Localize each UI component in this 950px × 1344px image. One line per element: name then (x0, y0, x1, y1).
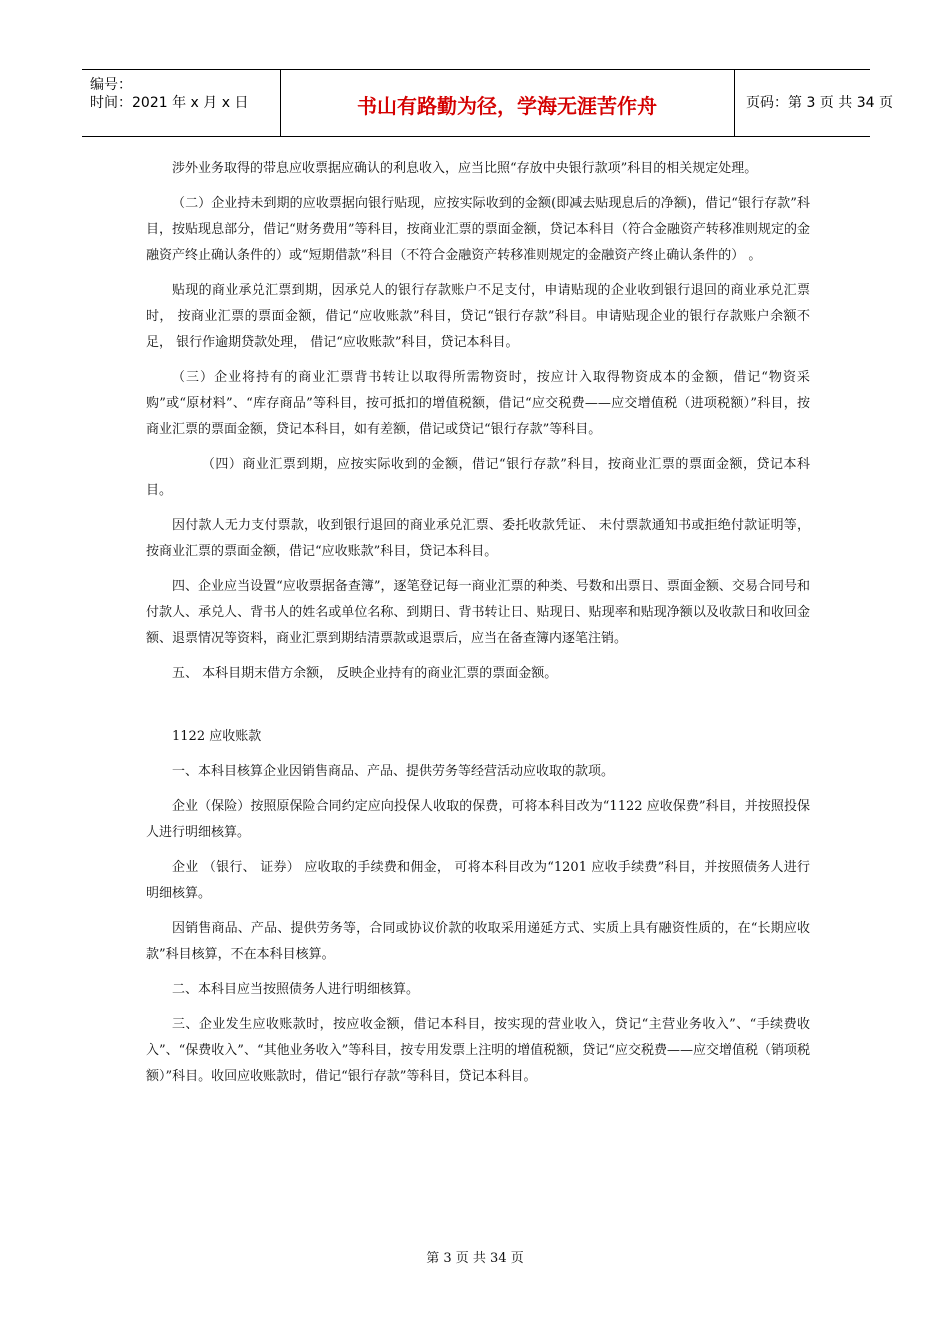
header-middle-cell (280, 70, 735, 136)
document-body (146, 156, 810, 1099)
paragraph: 二、本科目应当按照债务人进行明细核算。 (172, 982, 420, 997)
header-left-cell (82, 70, 281, 136)
paragraph: 五、 本科目期末借方余额， 反映企业持有的商业汇票的票面金额。 (172, 666, 558, 681)
paragraph: 因付款人无力支付票款，收到银行退回的商业承兑汇票、委托收款凭证、 未付票款通知书或拒绝付款证明等， 按商业汇票的票面金额，借记“应收账款”科目，贷记本科目。 (146, 518, 810, 559)
paragraph: 一、本科目核算企业因销售商品、产品、提供劳务等经营活动应收取的款项。 (172, 764, 615, 779)
section-heading: 1122 应收账款 (172, 729, 262, 744)
page-code: 页码：第 3 页 共 34 页 (746, 95, 893, 111)
date-label: 时间：2021 年 x 月 x 日 (90, 95, 249, 111)
paragraph: 企业 （银行、 证券） 应收取的手续费和佣金， 可将本科目改为“1201 应收手续费”科目，并按照债务人进行明细核算。 (146, 860, 810, 901)
paragraph: 四、企业应当设置“应收票据备查簿”，逐笔登记每一商业汇票的种类、号数和出票日、票面金额、交易合同号和付款人、承兑人、背书人的姓名或单位名称、到期日、背书转让日、贴现日、贴现率和贴现净额以及收款日和收回金额、退票情况等资料，商业汇票到期结清票款或退票后，应当在备查簿内逐笔注销。 (146, 579, 810, 646)
motto-text: 书山有路勤为径，学海无涯苦作舟 (357, 94, 657, 118)
paragraph: 因销售商品、产品、提供劳务等，合同或协议价款的收取采用递延方式、实质上具有融资性质的，在“长期应收款”科目核算，不在本科目核算。 (146, 921, 810, 962)
number-label: 编号： (90, 77, 132, 93)
paragraph: 企业（保险）按照原保险合同约定应向投保人收取的保费，可将本科目改为“1122 应收保费”科目，并按照投保人进行明细核算。 (146, 799, 810, 840)
section-gap (146, 696, 810, 724)
paragraph: 涉外业务取得的带息应收票据应确认的利息收入，应当比照“存放中央银行款项”科目的相关规定处理。 (172, 161, 758, 176)
paragraph: （三）企业将持有的商业汇票背书转让以取得所需物资时，按应计入取得物资成本的金额，借记“物资采购”或“原材料”、“库存商品”等科目，按可抵扣的增值税额，借记“应交税费——应交增值税（进项税额）”科目，按商业汇票的票面金额，贷记本科目，如有差额，借记或贷记“银行存款”等科目。 (146, 370, 810, 437)
header-right-cell (734, 70, 893, 136)
page-header (82, 69, 893, 137)
paragraph: （四）商业汇票到期，应按实际收到的金额，借记“银行存款”科目，按商业汇票的票面金额，贷记本科目。 (146, 457, 810, 498)
paragraph: 贴现的商业承兑汇票到期，因承兑人的银行存款账户不足支付，申请贴现的企业收到银行退回的商业承兑汇票时， 按商业汇票的票面金额，借记“应收账款”科目，贷记“银行存款”科目。申请贴现企业的银行存款账户余额不足， 银行作逾期贷款处理， 借记“应收账款”科目，贷记本科目。 (146, 283, 810, 350)
paragraph: 三、企业发生应收账款时，按应收金额，借记本科目，按实现的营业收入，贷记“主营业务收入”、“手续费收入”、“保费收入”、“其他业务收入”等科目，按专用发票上注明的增值税额，贷记“应交税费——应交增值税（销项税额）”科目。收回应收账款时，借记“银行存款”等科目，贷记本科目。 (146, 1017, 810, 1084)
paragraph: （二）企业持未到期的应收票据向银行贴现，应按实际收到的金额(即减去贴现息后的净额)，借记“银行存款”科目，按贴现息部分，借记“财务费用”等科目，按商业汇票的票面金额，贷记本科目（符合金融资产转移准则规定的金融资产终止确认条件的）或“短期借款”科目（不符合金融资产转移准则规定的金融资产终止确认条件的） 。 (146, 196, 810, 263)
page-footer: 第 3 页 共 34 页 (426, 1251, 524, 1266)
